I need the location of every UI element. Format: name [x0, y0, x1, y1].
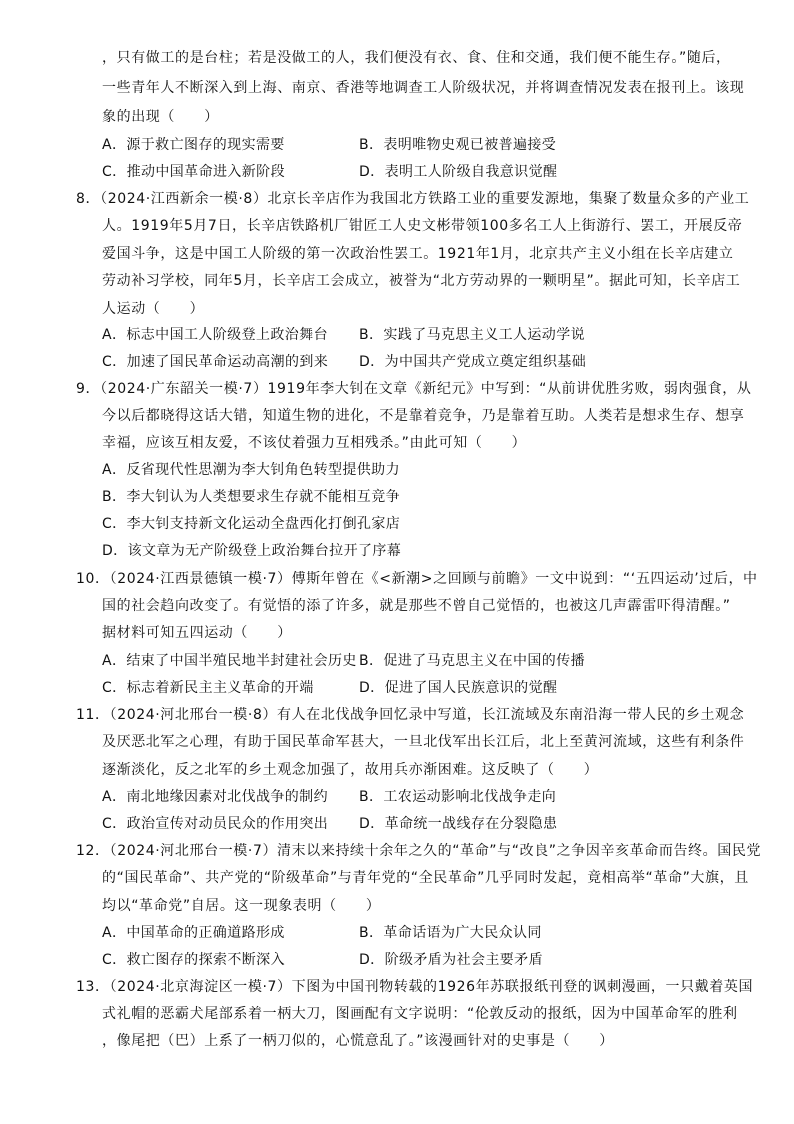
q12-line-3: 均以“革命党”自居。这一现象表明（ ） [102, 898, 381, 914]
q10-line-1: 10．（2024·江西景德镇一模·7）傅斯年曾在《<新潮>之回顾与前瞻》一文中说到：“‘五四运动’过后，中 [76, 571, 758, 587]
q10-option-d: D．促进了国人民族意识的觉醒 [359, 680, 558, 696]
q7-option-d: D．表明工人阶级自我意识觉醒 [359, 164, 558, 180]
q10-option-c: C．标志着新民主主义革命的开端 [102, 680, 314, 696]
q7-line-1: ，只有做工的是台柱；若是没做工的人，我们便没有衣、食、住和交通，我们便不能生存。”随后， [102, 50, 731, 66]
q9-line-3: 幸福，应该互相友爱，不该仗着强力互相残杀。”由此可知（ ） [102, 435, 527, 451]
q11-option-c: C．政治宣传对动员民众的作用突出 [102, 816, 329, 832]
q8-line-5: 人运动（ ） [102, 301, 205, 317]
q9-option-b: B．李大钊认为人类想要求生存就不能相互竞争 [102, 489, 401, 505]
q8-line-4: 劳动补习学校，同年5月，长辛店工会成立，被誉为“北方劳动界的一颗明星”。据此可知，长辛店工 [102, 273, 741, 289]
q8-line-1: 8．（2024·江西新余一模·8）北京长辛店作为我国北方铁路工业的重要发源地，集聚了数量众多的产业工 [76, 191, 750, 207]
q7-option-a: A．源于救亡图存的现实需要 [102, 137, 285, 153]
q8-option-b: B．实践了马克思主义工人运动学说 [359, 327, 586, 343]
q12-line-2: 的“国民革命”、共产党的“阶级革命”与青年党的“全民革命”几乎同时发起，竟相高举“革命”大旗，且 [102, 870, 749, 886]
q9-option-d: D．该文章为无产阶级登上政治舞台拉开了序幕 [102, 543, 402, 559]
q10-option-b: B．促进了马克思主义在中国的传播 [359, 653, 586, 669]
q9-line-1: 9．（2024·广东韶关一模·7）1919年李大钊在文章《新纪元》中写到：“从前讲优胜劣败，弱肉强食，从 [76, 381, 752, 397]
q8-option-d: D．为中国共产党成立奠定组织基础 [359, 354, 587, 370]
q12-option-c: C．救亡图存的探索不断深入 [102, 952, 285, 968]
q7-option-b: B．表明唯物史观已被普遍接受 [359, 137, 557, 153]
q11-option-b: B．工农运动影响北伐战争走向 [359, 789, 557, 805]
q11-line-3: 逐渐淡化，反之北军的乡土观念加强了，故用兵亦渐困难。这反映了（ ） [102, 762, 599, 778]
q13-line-2: 式礼帽的恶霸犬尾部系着一柄大刀，图画配有文字说明：“伦敦反动的报纸，因为中国革命军的胜利 [102, 1006, 738, 1022]
q12-option-b: B．革命话语为广大民众认同 [359, 925, 542, 941]
q11-line-2: 及厌恶北军之心理，有助于国民革命军甚大，一旦北伐军出长江后，北上至黄河流域，这些有利条件 [102, 734, 745, 750]
q12-option-a: A．中国革命的正确道路形成 [102, 925, 285, 941]
q10-option-a: A．结束了中国半殖民地半封建社会历史 [102, 653, 357, 669]
q11-line-1: 11．（2024·河北邢台一模·8）有人在北伐战争回忆录中写道，长江流域及东南沿海一带人民的乡土观念 [76, 707, 745, 723]
q7-line-2: 一些青年人不断深入到上海、南京、香港等地调查工人阶级状况，并将调查情况发表在报刊上。该现 [102, 80, 745, 96]
q7-option-c: C．推动中国革命进入新阶段 [102, 164, 285, 180]
q8-line-3: 爱国斗争，这是中国工人阶级的第一次政治性罢工。1921年1月，北京共产主义小组在长辛店建立 [102, 246, 734, 262]
q11-option-d: D．革命统一战线存在分裂隐患 [359, 816, 558, 832]
q7-line-3: 象的出现（ ） [102, 109, 219, 125]
q11-option-a: A．南北地缘因素对北伐战争的制约 [102, 789, 328, 805]
q9-option-c: C．李大钊支持新文化运动全盘西化打倒孔家店 [102, 516, 401, 532]
q12-option-d: D．阶级矛盾为社会主要矛盾 [359, 952, 543, 968]
q10-line-2: 国的社会趋向改变了。有觉悟的添了许多，就是那些不曾自己觉悟的，也被这几声霹雷吓得清醒。” [102, 598, 731, 614]
q9-option-a: A．反省现代性思潮为李大钊角色转型提供助力 [102, 462, 400, 478]
q8-option-c: C．加速了国民革命运动高潮的到来 [102, 354, 329, 370]
q13-line-1: 13．（2024·北京海淀区一模·7）下图为中国刊物转载的1926年苏联报纸刊登的讽刺漫画，一只戴着英国 [76, 979, 754, 995]
q9-line-2: 今以后都晓得这话大错，知道生物的进化，不是靠着竞争，乃是靠着互助。人类若是想求生存、想享 [102, 408, 745, 424]
q13-line-3: ，像尾把（巴）上系了一柄刀似的，心慌意乱了。”该漫画针对的史事是（ ） [102, 1033, 614, 1049]
q8-line-2: 人。1919年5月7日，长辛店铁路机厂钳匠工人史文彬带领100多名工人上街游行、罢工，开展反帝 [102, 218, 743, 234]
q12-line-1: 12．（2024·河北邢台一模·7）清末以来持续十余年之久的“革命”与“改良”之争因辛亥革命而告终。国民党 [76, 843, 762, 859]
q10-line-3: 据材料可知五四运动（ ） [102, 625, 292, 641]
q8-option-a: A．标志中国工人阶级登上政治舞台 [102, 327, 328, 343]
